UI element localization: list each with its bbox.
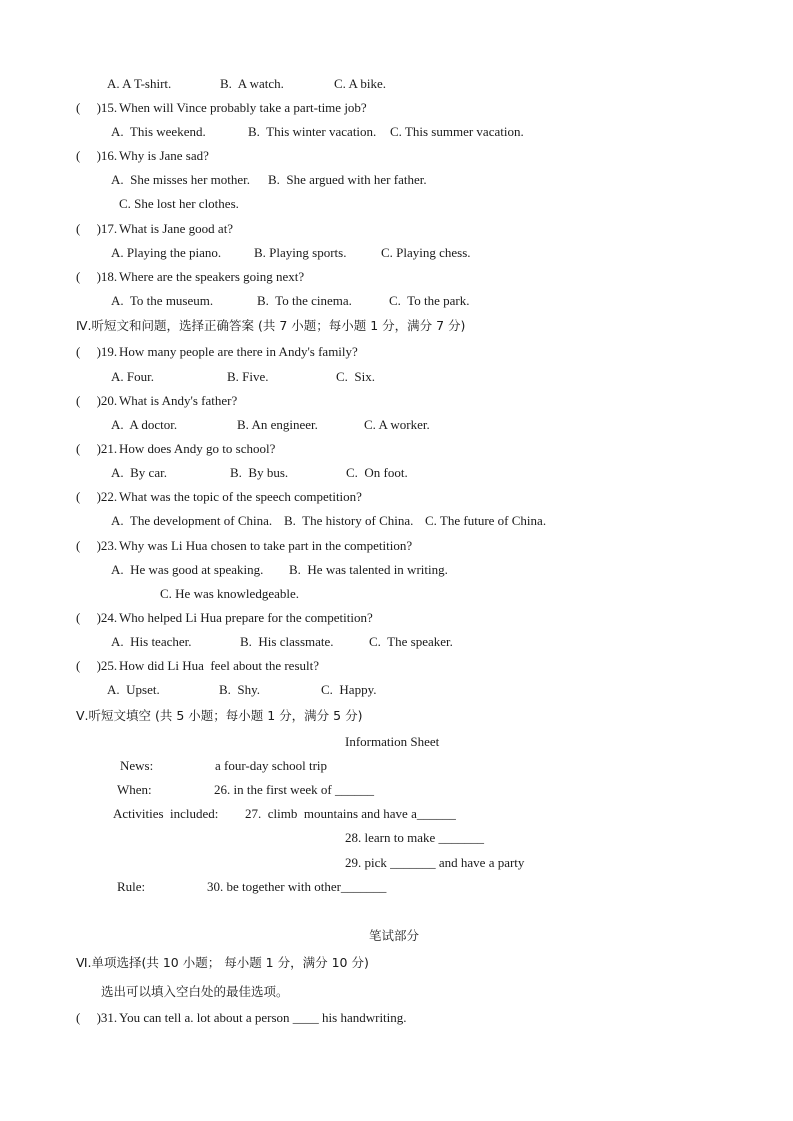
q22-number: ( )22.	[76, 489, 118, 504]
section-6-instruction: 选出可以填入空白处的最佳选项。	[101, 984, 289, 999]
info-when-label: When:	[117, 782, 152, 797]
q18-option-c: C. To the park.	[389, 293, 470, 308]
q24-question: Who helped Li Hua prepare for the competition?	[119, 610, 373, 625]
q19-option-c: C. Six.	[336, 369, 376, 384]
q16-option-a: A. She misses her mother.	[111, 172, 251, 187]
q20-question: What is Andy's father?	[119, 393, 238, 408]
q22-option-b: B. The history of China.	[284, 513, 414, 528]
q23-option-c: C. He was knowledgeable.	[160, 586, 299, 601]
info-sheet-title: Information Sheet	[345, 734, 440, 749]
q23-question: Why was Li Hua chosen to take part in the competition?	[119, 538, 413, 553]
q17-question: What is Jane good at?	[119, 221, 234, 236]
q25-option-c: C. Happy.	[321, 682, 377, 697]
q31-question: You can tell a. lot about a person ____ his handwriting.	[119, 1010, 407, 1025]
q22-option-a: A. The development of China.	[111, 513, 273, 528]
q22-option-c: C. The future of China.	[425, 513, 547, 528]
info-activities-label: Activities included:	[113, 806, 219, 821]
q17-option-c: C. Playing chess.	[381, 245, 471, 260]
q24-number: ( )24.	[76, 610, 118, 625]
q17-number: ( )17.	[76, 221, 118, 236]
q24-option-b: B. His classmate.	[240, 634, 334, 649]
q17-option-b: B. Playing sports.	[254, 245, 347, 260]
q25-option-a: A. Upset.	[107, 682, 160, 697]
info-rule-label: Rule:	[117, 879, 146, 894]
q20-option-b: B. An engineer.	[237, 417, 318, 432]
q23-option-a: A. He was good at speaking.	[111, 562, 264, 577]
q23-number: ( )23.	[76, 538, 118, 553]
q31-number: ( )31.	[76, 1010, 118, 1025]
q16-number: ( )16.	[76, 148, 118, 163]
q21-option-c: C. On foot.	[346, 465, 408, 480]
q19-number: ( )19.	[76, 344, 118, 359]
q21-option-a: A. By car.	[111, 465, 167, 480]
q18-option-a: A. To the museum.	[111, 293, 214, 308]
q18-question: Where are the speakers going next?	[119, 269, 305, 284]
q25-question: How did Li Hua feel about the result?	[119, 658, 319, 673]
q18-number: ( )18.	[76, 269, 118, 284]
q16-question: Why is Jane sad?	[119, 148, 209, 163]
q24-option-c: C. The speaker.	[369, 634, 453, 649]
q16-option-b: B. She argued with her father.	[268, 172, 427, 187]
q20-number: ( )20.	[76, 393, 118, 408]
info-news-value: a four-day school trip	[215, 758, 328, 773]
q15-option-b: B. This winter vacation.	[248, 124, 377, 139]
q17-option-a: A. Playing the piano.	[111, 245, 222, 260]
info-news-label: News:	[120, 758, 154, 773]
q21-number: ( )21.	[76, 441, 118, 456]
q24-option-a: A. His teacher.	[111, 634, 192, 649]
q20-option-c: C. A worker.	[364, 417, 430, 432]
q15-question: When will Vince probably take a part-time job?	[119, 100, 367, 115]
q25-number: ( )25.	[76, 658, 118, 673]
section-5-heading: Ⅴ.听短文填空 (共 5 小题；每小题 1 分，满分 5 分)	[76, 708, 363, 723]
q15-number: ( )15.	[76, 100, 118, 115]
section-4-heading: Ⅳ.听短文和问题，选择正确答案 (共 7 小题；每小题 1 分，满分 7 分)	[76, 318, 466, 333]
q15-option-a: A. This weekend.	[111, 124, 206, 139]
q15-option-c: C. This summer vacation.	[390, 124, 524, 139]
q21-option-b: B. By bus.	[230, 465, 289, 480]
info-activity-27: 27. climb mountains and have a______	[245, 806, 456, 821]
q23-option-b: B. He was talented in writing.	[289, 562, 448, 577]
info-when-value: 26. in the first week of ______	[214, 782, 374, 797]
q20-option-a: A. A doctor.	[111, 417, 178, 432]
q19-option-b: B. Five.	[227, 369, 269, 384]
q14-option-c: C. A bike.	[334, 76, 387, 91]
q16-option-c: C. She lost her clothes.	[119, 196, 239, 211]
info-activity-28: 28. learn to make _______	[345, 830, 484, 845]
q14-option-b: B. A watch.	[220, 76, 284, 91]
section-6-heading: Ⅵ.单项选择(共 10 小题； 每小题 1 分，满分 10 分)	[76, 955, 369, 970]
info-activity-29: 29. pick _______ and have a party	[345, 855, 525, 870]
q18-option-b: B. To the cinema.	[257, 293, 352, 308]
q22-question: What was the topic of the speech competition?	[119, 489, 362, 504]
q19-option-a: A. Four.	[111, 369, 154, 384]
q19-question: How many people are there in Andy's family?	[119, 344, 358, 359]
q21-question: How does Andy go to school?	[119, 441, 276, 456]
written-part-heading: 笔试部分	[369, 928, 420, 943]
info-rule-value: 30. be together with other_______	[207, 879, 387, 894]
q14-option-a: A. A T-shirt.	[107, 76, 172, 91]
q25-option-b: B. Shy.	[219, 682, 261, 697]
